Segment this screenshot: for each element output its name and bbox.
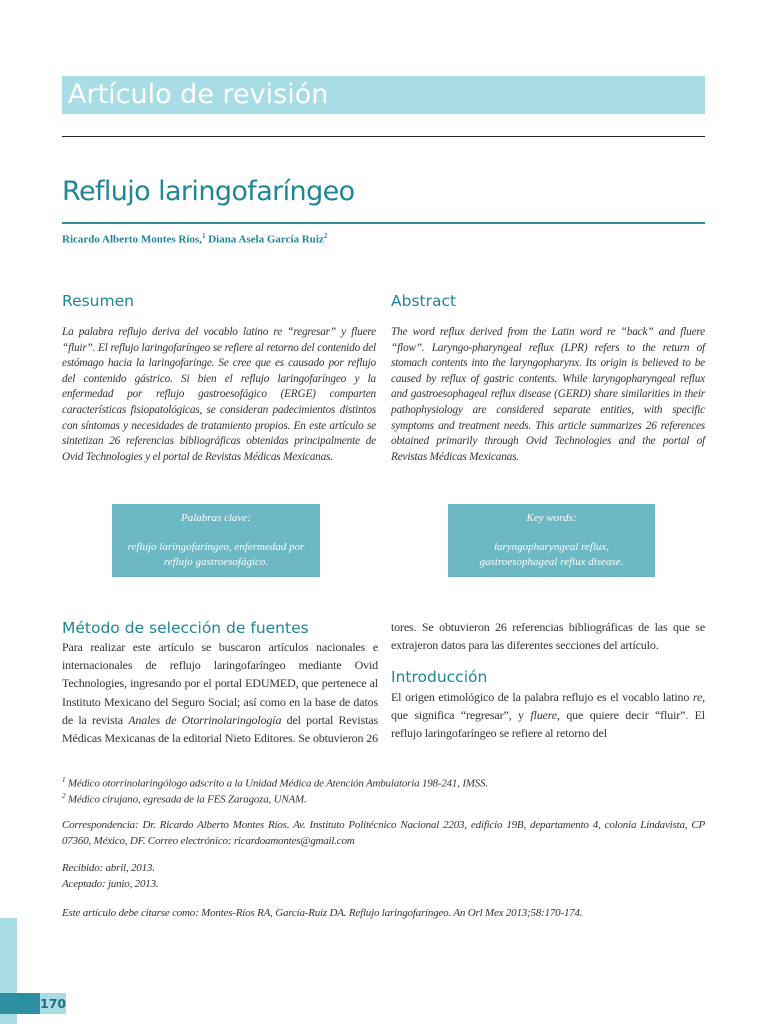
title-divider — [62, 222, 705, 224]
abstract-text: The word reflux derived from the Latin word re “back” and fluere “flow”. Laryngo-pharyngeal reflux (LPR) refers to the return of stomach contents into the laryngopharynx. Its origin is believed to be caused by reflux of gastric contents. While laryngopharyngeal reflux and gastroesophageal reflux disease (GERD) share similarities in their pathophysiology are considered separate entities, with specific symptoms and treatment needs. This article summarizes 26 references obtained primarily through Ovid Technologies and the portal of Revistas Médicas Mexicanas. — [391, 326, 705, 463]
intro-text-c: que quiere decir “fluir”. El reflujo laringofaríngeo se refiere al retorno del — [391, 708, 705, 741]
introduccion-heading: Introducción — [391, 668, 488, 686]
abstract-heading: Abstract — [391, 292, 457, 310]
metodo-continuation: tores. Se obtuvieron 26 referencias bibliográficas de las que se extrajeron datos para las diferentes secciones del artículo. — [391, 620, 705, 653]
intro-word-fluere: fluere, — [530, 708, 560, 723]
intro-word-re: re, — [692, 690, 705, 704]
introduccion-text — [391, 688, 705, 743]
section-label: Artículo de revisión — [68, 79, 329, 110]
header-divider — [62, 136, 705, 137]
citation: Este artículo debe citarse como: Montes-Ríos RA, García-Ruiz DA. Reflujo laringofaríngeo. An Orl Mex 2013;58:170-174. — [62, 907, 583, 919]
footnote-2 — [62, 789, 705, 808]
keywords-en-text: laryngopharyngeal reflux, gastroesophageal reflux disease. — [479, 541, 624, 568]
keywords-es-box — [112, 504, 320, 577]
accepted-date: Aceptado: junio, 2013. — [62, 878, 159, 890]
keywords-es-text: reflujo laringofaríngeo, enfermedad por reflujo gastroesofágico. — [127, 541, 305, 568]
footnote-2-text: Médico cirujano, egresada de la FES Zaragoza, UNAM. — [65, 793, 307, 806]
footnote-2-marker: 2 — [62, 792, 66, 800]
metodo-journal-name: Anales de Otorrinolaringología — [128, 712, 282, 727]
keywords-en-box — [448, 504, 655, 577]
metodo-text-column-1 — [62, 638, 378, 748]
author-1-affiliation: 1 — [201, 232, 206, 240]
keywords-es-label: Palabras clave: — [181, 512, 251, 524]
received-date: Recibido: abril, 2013. — [62, 862, 155, 874]
metodo-heading: Método de selección de fuentes — [62, 619, 309, 637]
intro-text-a: El origen etimológico de la palabra reflujo es el vocablo latino — [391, 690, 693, 704]
resumen-heading: Resumen — [62, 292, 134, 310]
author-2-affiliation: 2 — [323, 232, 328, 240]
intro-text-b: que significa “regresar”, y — [391, 708, 531, 723]
author-2: Diana Asela García Ruiz — [205, 233, 324, 246]
page-tab — [0, 993, 41, 1014]
author-1: Ricardo Alberto Montes Ríos, — [62, 233, 202, 246]
article-title: Reflujo laringofaríngeo — [62, 176, 355, 207]
metodo-text-b: del portal Revistas Médicas Mexicanas de la editorial Nieto Editores. Se obtuvieron 26 — [62, 712, 378, 746]
keywords-en-label: Key words: — [526, 512, 577, 524]
page-number: 170 — [40, 993, 66, 1014]
footnote-1-marker: 1 — [62, 776, 66, 784]
metodo-text-column-2 — [391, 618, 705, 654]
resumen-text: La palabra reflujo deriva del vocablo latino re “regresar” y fluere “fluir”. El reflujo laringofaríngeo se refiere al retorno del contenido del estómago hacia la laringofaringe. Se cree que es causado por reflujo del contenido gástrico. Si bien el reflujo laringofaríngeo y la enfermedad por reflujo gastroesofágico (ERGE) comparten características fisiopatológicas, se consideran padecimientos distintos con síntomas y necesidades de tratamiento propios. En este artículo se sintetizan 26 referencias bibliográficas obtenidas principalmente de Ovid Technologies y el portal de Revistas Médicas Mexicanas. — [62, 326, 376, 463]
footnote-1-text: Médico otorrinolaringólogo adscrito a la Unidad Médica de Atención Ambulatoria 198-241, IMSS. — [65, 777, 488, 790]
correspondence: Correspondencia: Dr. Ricardo Alberto Montes Ríos. Av. Instituto Politécnico Nacional 2203, edificio 19B, departamento 4, colonia Lindavista, CP 07360, México, DF. Correo electrónico: ricardoamontes@gmail.com — [62, 819, 705, 847]
author-line — [62, 232, 327, 246]
metodo-text-a: Para realizar este artículo se buscaron artículos nacionales e internacionales de reflujo laringofaríngeo mediante Ovid Technologies, ingresando por el portal EDUMED, que pertenece al Instituto Mexicano del Seguro Social; así como en la base de datos de la revista — [62, 640, 378, 727]
